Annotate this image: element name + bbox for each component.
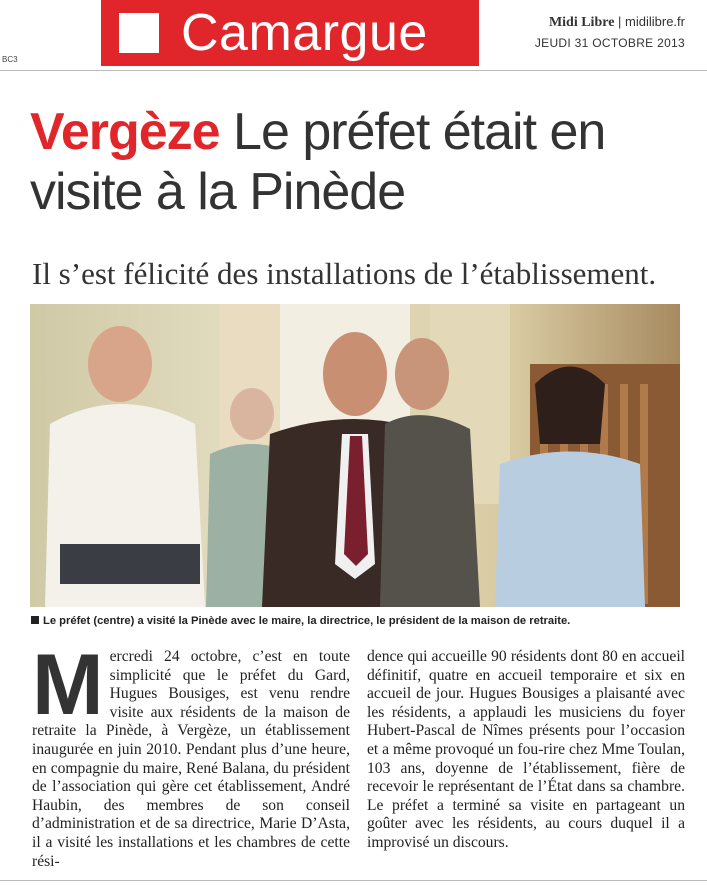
photo-caption (31, 615, 691, 627)
top-divider (0, 70, 707, 71)
bottom-divider (0, 880, 707, 881)
page-code: BC3 (2, 55, 18, 64)
caption-bullet-icon (31, 616, 39, 624)
newspaper-brand: Midi Libre (548, 15, 615, 30)
headline-title: Le préfet était en visite à la Pinède (30, 103, 606, 221)
newspaper-site: midilibre.fr (625, 14, 685, 29)
article-headline (30, 102, 690, 222)
column-1-text: ercredi 24 octobre, c’est en toute simplicité que le préfet du Gard, Hugues Bousiges, est venu rendre visite aux résidents de la maison de retraite la Pinède, à Vergèze, un établissement inaugurée en juin 2010. Pendant plus d’une heure, en compagnie du maire, René Balana, du président de l’association qui gère cet établissement, André Haubin, des membres de son conseil d’administration et de sa directrice, Marie D’Asta, il a visité les installations et les chambres de cette rési- (32, 648, 350, 870)
article-photo (30, 304, 680, 607)
article-subtitle: Il s’est félicité des installations de l’établissement. (32, 256, 657, 291)
section-masthead (101, 0, 479, 66)
drop-cap: M (32, 637, 104, 733)
newspaper-name (549, 14, 685, 31)
headline-kicker: Vergèze (30, 103, 220, 161)
issue-date: JEUDI 31 OCTOBRE 2013 (534, 36, 685, 50)
article-column-1 (32, 637, 350, 871)
caption-text: Le préfet (centre) a visité la Pinède avec le maire, la directrice, le président de la maison de retraite. (43, 615, 571, 627)
article-column-2: dence qui accueille 90 résidents dont 80 en accueil définitif, quatre en accueil temporaire et six en accueil de jour. Hugues Bousiges a plaisanté avec les résidents, a applaudi les musiciens du foyer Hubert-Pascal de Nîmes présents pour l’occasion et a même provoqué un fou-rire chez Mme Toulan, 103 ans, doyenne de l’établissement, fière de recevoir le représentant de l’État dans sa chambre. Le préfet a terminé sa visite en partageant un goûter avec les résidents, au cours duquel il a improvisé un discours. (367, 648, 685, 851)
section-title: Camargue (181, 4, 428, 62)
masthead-square-logo (119, 13, 159, 53)
photo-illustration (30, 304, 680, 607)
separator: | (618, 14, 626, 29)
